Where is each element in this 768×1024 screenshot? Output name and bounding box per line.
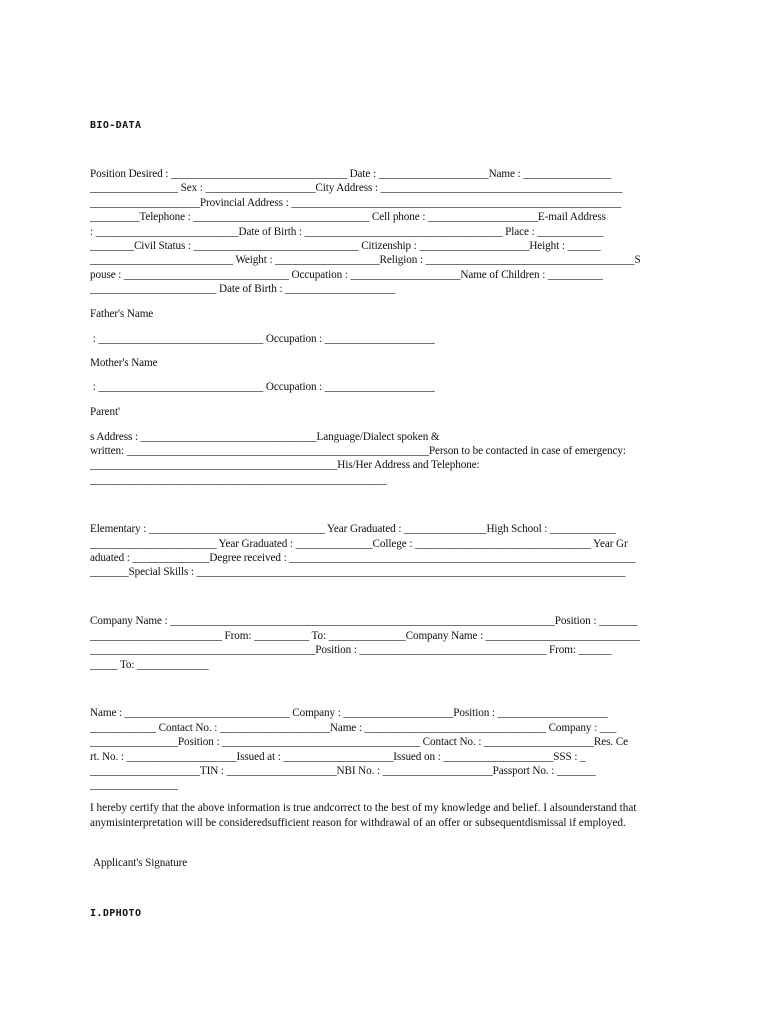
photo-label: I.DPHOTO — [90, 908, 142, 919]
form-line: _____ To: _____________ — [90, 659, 209, 671]
form-line: ____________________TIN : ____________________NBI No. : ____________________Passport No. : _______ — [90, 765, 596, 777]
section-label-father: Father's Name — [90, 308, 154, 320]
form-line: ________________ Sex : ____________________City Address : ____________________________________________ — [90, 182, 623, 194]
form-line: _______________________ Year Graduated : ______________College : ________________________________ Year Gr — [90, 538, 628, 550]
section-label-parent: Parent' — [90, 406, 120, 418]
section-label-mother: Mother's Name — [90, 357, 158, 369]
certification-paragraph — [90, 801, 680, 830]
form-line: _________Telephone : ________________________________ Cell phone : ____________________E-mail Address — [90, 211, 606, 223]
form-line: : __________________________Date of Birth : ____________________________________ Place : ____________ — [90, 226, 604, 238]
form-line: _______________________ Date of Birth : ____________________ — [90, 283, 396, 295]
form-line: ________Civil Status : ______________________________ Citizenship : ____________________Height : ______ — [90, 240, 601, 252]
form-line: ____________ Contact No. : ____________________Name : _________________________________ Company : ___ — [90, 722, 617, 734]
form-line: _________________________________________Position : __________________________________ From: ______ — [90, 644, 612, 656]
form-line: Position Desired : ________________________________ Date : ____________________Name : ________________ — [90, 168, 612, 180]
form-line: written: _______________________________________________________Person to be contacted in case of emergency: — [90, 445, 626, 457]
form-line: rt. No. : ____________________Issued at : ____________________Issued on : ____________________SSS : _ — [90, 751, 586, 763]
form-line: Company Name : ______________________________________________________________________Position : _______ — [90, 615, 638, 627]
form-line: Name : ______________________________ Company : ____________________Position : ____________________ — [90, 707, 608, 719]
form-line: pouse : ______________________________ Occupation : ____________________Name of Children : __________ — [90, 269, 603, 281]
form-line: ____________________Provincial Address : ____________________________________________________________ — [90, 197, 621, 209]
certification-text: I hereby certify that the above information is true andcorrect to the best of my knowledge and belief. I alsounderstand that anymisinterpretation will be consideredsufficient reason for withdrawal of an offer or subsequentdismissal if employed. — [90, 802, 637, 829]
form-line: : ______________________________ Occupation : ____________________ — [90, 333, 435, 345]
form-line: ________________________ From: __________ To: ______________Company Name : ____________________________ — [90, 630, 640, 642]
form-line: ________________Position : ____________________________________ Contact No. : ____________________Res. Ce — [90, 736, 628, 748]
form-line: ________________ — [90, 779, 178, 791]
form-line: __________________________ Weight : ___________________Religion : ______________________________________S — [90, 254, 641, 266]
form-line: ______________________________________________________ — [90, 474, 387, 486]
form-line: s Address : ________________________________Language/Dialect spoken & — [90, 431, 440, 443]
document-title: BIO-DATA — [90, 120, 142, 131]
signature-label: Applicant's Signature — [93, 857, 188, 869]
form-line: _______Special Skills : ______________________________________________________________________________ — [90, 566, 626, 578]
form-line: : ______________________________ Occupation : ____________________ — [90, 381, 435, 393]
form-line: aduated : ______________Degree received : _______________________________________________________________ — [90, 552, 636, 564]
form-line: Elementary : ________________________________ Year Graduated : _______________High School : ____________ — [90, 523, 616, 535]
form-line: _____________________________________________His/Her Address and Telephone: — [90, 459, 480, 471]
